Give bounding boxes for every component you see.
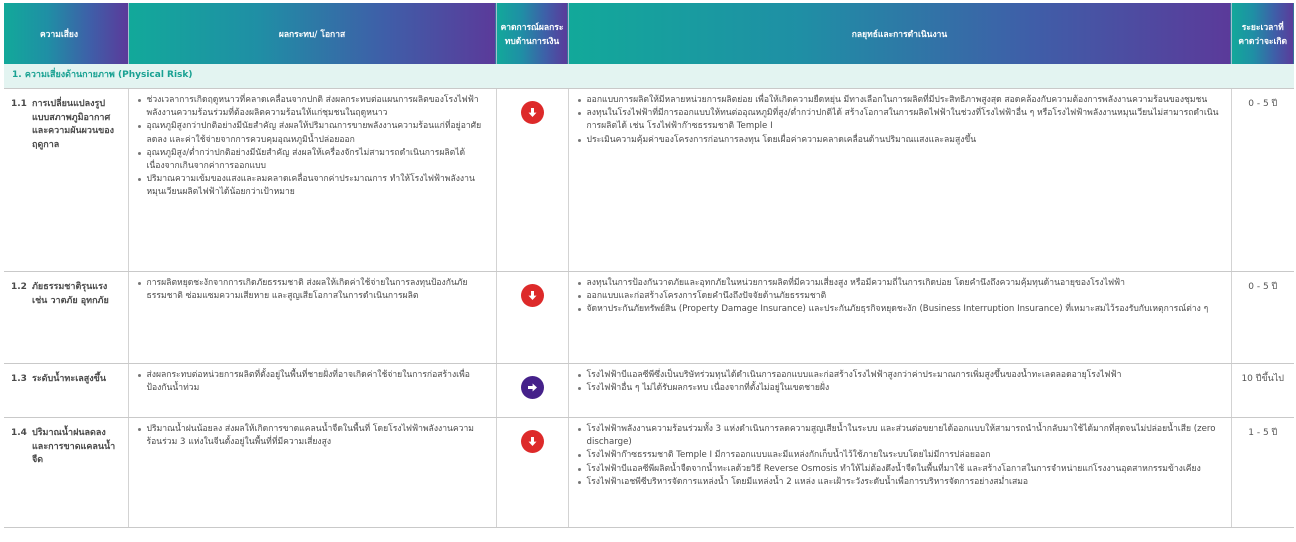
impact-cell bbox=[128, 272, 496, 364]
climate-risk-table bbox=[4, 3, 1294, 528]
financial-cell bbox=[496, 364, 568, 418]
impact-item: อุณหภูมิสูงกว่าปกติอย่างมีนัยสำคัญ ส่งผลให้ปริมาณการขายพลังงานความร้อนแก่ที่อยู่อาศัยลดลง และค่าใช้จ่ายจากการควบคุมอุณหภูมิน้ำปล่อยออก bbox=[147, 120, 490, 146]
impact-item: อุณหภูมิสูง/ต่ำกว่าปกติอย่างมีนัยสำคัญ ส่งผลให้เครื่องจักรไม่สามารถดำเนินการผลิตได้ เนื่องจากเกินจากค่าการออกแบบ bbox=[147, 147, 490, 173]
impact-item: ส่งผลกระทบต่อหน่วยการผลิตที่ตั้งอยู่ในพื้นที่ชายฝั่งที่อาจเกิดค่าใช้จ่ายในการก่อสร้างเพื่อป้องกันน้ำท่วม bbox=[147, 369, 490, 395]
financial-cell bbox=[496, 418, 568, 528]
header-timeframe: ระยะเวลาที่คาดว่าจะเกิด bbox=[1231, 3, 1294, 64]
header-row bbox=[4, 3, 1294, 64]
strategy-cell bbox=[568, 272, 1231, 364]
risk-label bbox=[4, 364, 128, 387]
header-impact: ผลกระทบ/ โอกาส bbox=[128, 3, 496, 64]
strategy-item: จัดหาประกันภัยทรัพย์สิน (Property Damage Insurance) และประกันภัยธุรกิจหยุดชะงัก (Business Interruption Insurance) ที่เหมาะสมไว้รองรับกับเหตุการณ์ต่าง ๆ bbox=[587, 303, 1225, 316]
strategy-item: ลงทุนในโรงไฟฟ้าที่มีการออกแบบให้ทนต่ออุณหภูมิที่สูง/ต่ำกว่าปกติได้ สร้างโอกาสในการผลิตไฟฟ้าในช่วงที่โรงไฟฟ้าอื่น ๆ หรือโรงไฟฟ้าพลังงานหมุนเวียนไม่สามารถดำเนินการผลิตได้ เช่น โรงไฟฟ้าก๊าซธรรมชาติ Temple I bbox=[587, 107, 1225, 133]
strategy-cell bbox=[568, 364, 1231, 418]
risk-title: การเปลี่ยนแปลงรูปแบบสภาพภูมิอากาศและความผันผวนของฤดูกาล bbox=[32, 99, 115, 150]
strategy-item: โรงไฟฟ้าเอชพีซีบริหารจัดการแหล่งน้ำ โดยมีแหล่งน้ำ 2 แหล่ง และเฝ้าระวังระดับน้ำเพื่อการบริหารจัดการอย่างสม่ำเสมอ bbox=[587, 476, 1225, 489]
strategy-item: ลงทุนในการป้องกันวาตภัยและอุทกภัยในหน่วยการผลิตที่มีความเสี่ยงสูง หรือมีความถี่ในการเกิดบ่อย โดยคำนึงถึงความคุ้มทุนด้านอายุของโรงไฟฟ้า bbox=[587, 277, 1225, 290]
impact-cell bbox=[128, 89, 496, 272]
timeframe-cell: 0 - 5 ปี bbox=[1231, 272, 1294, 364]
impact-list bbox=[129, 89, 496, 204]
risk-cell bbox=[4, 418, 128, 528]
risk-title: ปริมาณน้ำฝนลดลงและการขาดแคลนน้ำจืด bbox=[32, 428, 116, 465]
header-strategy: กลยุทธ์และการดำเนินงาน bbox=[568, 3, 1231, 64]
risk-title: ระดับน้ำทะเลสูงขึ้น bbox=[32, 374, 106, 384]
strategy-item: โรงไฟฟ้าพลังงานความร้อนร่วมทั้ง 3 แห่งดำเนินการลดความสูญเสียน้ำในระบบ และส่วนต่อขยายได้ออกแบบให้สามารถนำน้ำกลับมาใช้ได้มากที่สุดจนไม่ปล่อยน้ำเสีย (zero discharge) bbox=[587, 423, 1225, 449]
impact-item: ปริมาณน้ำฝนน้อยลง ส่งผลให้เกิดการขาดแคลนน้ำจืดในพื้นที่ โดยโรงไฟฟ้าพลังงานความร้อนร่วม 3 แห่งในจีนตั้งอยู่ในพื้นที่ที่มีความเสี่ยงสูง bbox=[147, 423, 490, 449]
risk-number: 1.2 bbox=[11, 282, 27, 292]
arrow-down-icon bbox=[521, 101, 544, 124]
strategy-item: ออกแบบและก่อสร้างโครงการโดยคำนึงถึงปัจจัยด้านภัยธรรมชาติ bbox=[587, 290, 1225, 303]
strategy-item: โรงไฟฟ้าบีแอลซีพีผลิตน้ำจืดจากน้ำทะเลด้วยวิธี Reverse Osmosis ทำให้ไม่ต้องดึงน้ำจืดในพื้นที่มาใช้ และสร้างโอกาสในการจำหน่ายแก่โรงงานอุตสาหกรรมข้างเคียง bbox=[587, 463, 1225, 476]
timeframe-cell: 1 - 5 ปี bbox=[1231, 418, 1294, 528]
arrow-down-icon bbox=[521, 430, 544, 453]
impact-list bbox=[129, 272, 496, 307]
arrow-down-icon bbox=[521, 284, 544, 307]
strategy-list bbox=[569, 418, 1231, 493]
risk-table-container bbox=[4, 3, 1294, 528]
risk-cell bbox=[4, 364, 128, 418]
impact-cell bbox=[128, 418, 496, 528]
impact-list bbox=[129, 364, 496, 399]
strategy-list bbox=[569, 272, 1231, 321]
risk-number: 1.4 bbox=[11, 428, 27, 438]
strategy-item: โรงไฟฟ้าอื่น ๆ ไม่ได้รับผลกระทบ เนื่องจากที่ตั้งไม่อยู่ในเขตชายฝั่ง bbox=[587, 382, 1225, 395]
risk-cell bbox=[4, 89, 128, 272]
risk-row bbox=[4, 89, 1294, 272]
risk-cell bbox=[4, 272, 128, 364]
strategy-list bbox=[569, 364, 1231, 399]
strategy-item: ประเมินความคุ้มค่าของโครงการก่อนการลงทุน โดยเผื่อค่าความคลาดเคลื่อนด้านปริมาณแสงและลมสูงขึ้น bbox=[587, 134, 1225, 147]
impact-item: ปริมาณความเข้มของแสงและลมคลาดเคลื่อนจากค่าประมาณการ ทำให้โรงไฟฟ้าพลังงานหมุนเวียนผลิตไฟฟ้าได้น้อยกว่าเป้าหมาย bbox=[147, 173, 490, 199]
strategy-item: โรงไฟฟ้าก๊าซธรรมชาติ Temple I มีการออกแบบและมีแหล่งกักเก็บน้ำไว้ใช้ภายในระบบโดยไม่มีการปล่อยออก bbox=[587, 449, 1225, 462]
risk-number: 1.3 bbox=[11, 374, 27, 384]
impact-item: การผลิตหยุดชะงักจากการเกิดภัยธรรมชาติ ส่งผลให้เกิดค่าใช้จ่ายในการลงทุนป้องกันภัยธรรมชาติ ซ่อมแซมความเสียหาย และสูญเสียโอกาสในการดำเนินการผลิต bbox=[147, 277, 490, 303]
strategy-item: ออกแบบการผลิตให้มีหลายหน่วยการผลิตย่อย เพื่อให้เกิดความยืดหยุ่น มีทางเลือกในการผลิตที่มีประสิทธิภาพสูงสุด สอดคล้องกับความต้องการพลังงานความร้อนของชุมชน bbox=[587, 94, 1225, 107]
risk-row bbox=[4, 364, 1294, 418]
timeframe-cell: 0 - 5 ปี bbox=[1231, 89, 1294, 272]
strategy-cell bbox=[568, 89, 1231, 272]
risk-row bbox=[4, 418, 1294, 528]
risk-label bbox=[4, 89, 128, 152]
risk-label bbox=[4, 418, 128, 468]
section-title: 1. ความเสี่ยงด้านกายภาพ (Physical Risk) bbox=[4, 64, 1294, 89]
financial-cell bbox=[496, 272, 568, 364]
strategy-list bbox=[569, 89, 1231, 151]
impact-item: ช่วงเวลาการเกิดฤดูหนาวที่คลาดเคลื่อนจากปกติ ส่งผลกระทบต่อแผนการผลิตของโรงไฟฟ้าพลังงานความร้อนร่วมที่ต้องผลิตความร้อนให้แก่ชุมชนในฤดูหนาว bbox=[147, 94, 490, 120]
strategy-cell bbox=[568, 418, 1231, 528]
section-row bbox=[4, 64, 1294, 89]
risk-label bbox=[4, 272, 128, 308]
impact-list bbox=[129, 418, 496, 453]
financial-cell bbox=[496, 89, 568, 272]
impact-cell bbox=[128, 364, 496, 418]
arrow-right-icon bbox=[521, 376, 544, 399]
timeframe-cell: 10 ปีขึ้นไป bbox=[1231, 364, 1294, 418]
header-financial: คาดการณ์ผลกระทบด้านการเงิน bbox=[496, 3, 568, 64]
risk-title: ภัยธรรมชาติรุนแรง เช่น วาตภัย อุทกภัย bbox=[32, 282, 109, 306]
header-risk: ความเสี่ยง bbox=[4, 3, 128, 64]
risk-number: 1.1 bbox=[11, 99, 27, 109]
risk-row bbox=[4, 272, 1294, 364]
strategy-item: โรงไฟฟ้าบีแอลซีพีซึ่งเป็นบริษัทร่วมทุนได้ดำเนินการออกแบบและก่อสร้างโรงไฟฟ้าสูงกว่าค่าประมาณการเพิ่มสูงขึ้นของน้ำทะเลตลอดอายุโรงไฟฟ้า bbox=[587, 369, 1225, 382]
